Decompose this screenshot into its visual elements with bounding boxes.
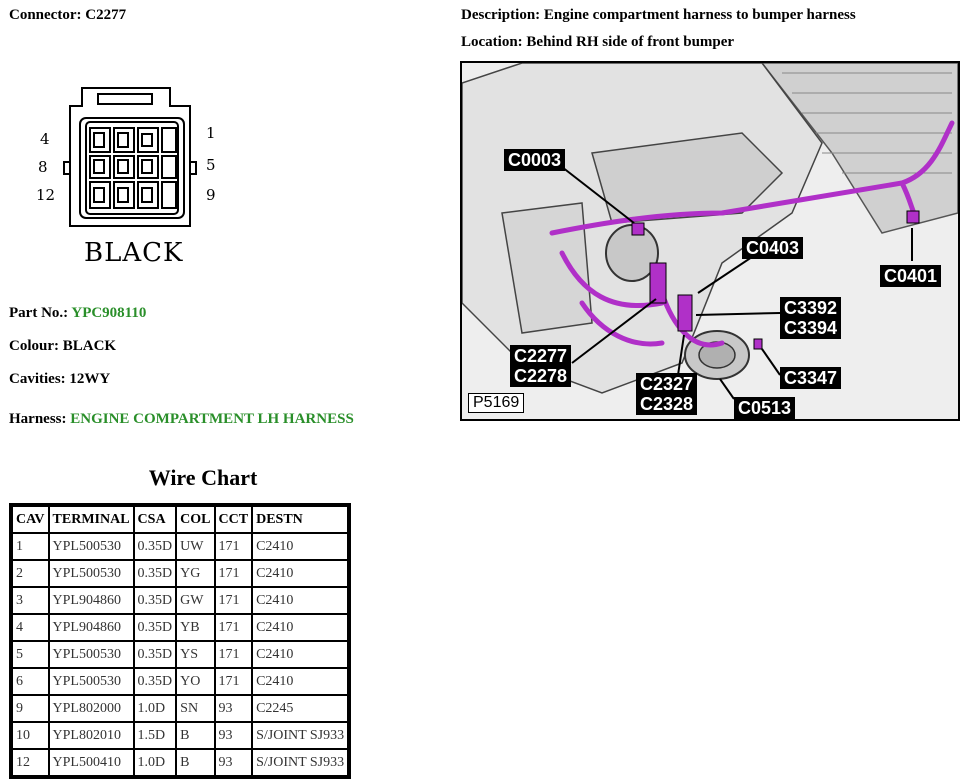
cavities-value: 12WY: [69, 371, 111, 387]
table-row: [12, 722, 348, 749]
column-header-destn: DESTN: [252, 506, 348, 533]
cell-terminal: YPL802000: [49, 695, 134, 722]
cell-cav: 9: [12, 695, 49, 722]
column-header-col: COL: [176, 506, 214, 533]
colour-line: [9, 338, 116, 355]
cavity-9: [162, 182, 176, 208]
column-header-cct: CCT: [215, 506, 253, 533]
cell-terminal: YPL500530: [49, 533, 134, 560]
cell-csa: 1.0D: [134, 695, 177, 722]
cell-terminal: YPL802010: [49, 722, 134, 749]
cell-terminal: YPL500530: [49, 641, 134, 668]
description-value: Engine compartment harness to bumper harness: [543, 7, 856, 23]
cell-cct: 171: [215, 668, 253, 695]
location-line: [461, 34, 734, 51]
pin-label-4: 4: [40, 130, 50, 148]
connector-left-key: [64, 162, 70, 174]
cell-col: YG: [176, 560, 214, 587]
pin-label-12: 12: [36, 186, 56, 204]
cell-destn: C2410: [252, 614, 348, 641]
colour-label: Colour:: [9, 338, 59, 354]
cell-cav: 5: [12, 641, 49, 668]
callout-c2277-c2278: [510, 345, 571, 387]
table-row: [12, 749, 348, 776]
connector-label: Connector:: [9, 7, 82, 23]
cell-terminal: YPL904860: [49, 587, 134, 614]
pin-label-8: 8: [38, 158, 48, 176]
callout-c3392-c3394: [780, 297, 841, 339]
table-row: [12, 641, 348, 668]
callout-c0513: C0513: [734, 397, 795, 419]
table-row: [12, 587, 348, 614]
cell-cct: 93: [215, 695, 253, 722]
cell-col: SN: [176, 695, 214, 722]
callout-c0401: C0401: [880, 265, 941, 287]
cell-cct: 171: [215, 533, 253, 560]
cell-cct: 171: [215, 614, 253, 641]
cell-csa: 0.35D: [134, 533, 177, 560]
harness-line: [9, 411, 354, 428]
location-value: Behind RH side of front bumper: [526, 34, 735, 50]
cell-destn: S/JOINT SJ933: [252, 749, 348, 776]
cell-col: YO: [176, 668, 214, 695]
colour-value: BLACK: [62, 338, 117, 354]
callout-c2277: C2277: [514, 346, 568, 366]
callout-c2327: C2327: [640, 374, 694, 394]
cell-cav: 10: [12, 722, 49, 749]
table-row: [12, 614, 348, 641]
cell-col: GW: [176, 587, 214, 614]
cell-csa: 0.35D: [134, 587, 177, 614]
cell-col: B: [176, 722, 214, 749]
cell-terminal: YPL500530: [49, 668, 134, 695]
cell-col: UW: [176, 533, 214, 560]
cell-cct: 93: [215, 722, 253, 749]
cell-terminal: YPL500410: [49, 749, 134, 776]
callout-c3394: C3394: [784, 318, 838, 338]
cavity-grid: [90, 128, 176, 208]
cavity-1: [162, 128, 176, 152]
connector-colour-label: BLACK: [84, 238, 184, 268]
pin-label-5: 5: [206, 156, 216, 174]
cell-csa: 0.35D: [134, 641, 177, 668]
connector-inner-rim: [86, 122, 178, 214]
wire-chart-table: [9, 503, 351, 779]
cell-csa: 0.35D: [134, 560, 177, 587]
cell-csa: 0.35D: [134, 614, 177, 641]
table-row: [12, 695, 348, 722]
callout-c3347: C3347: [780, 367, 841, 389]
column-header-terminal: TERMINAL: [49, 506, 134, 533]
part-no-line: [9, 305, 146, 322]
cell-cav: 3: [12, 587, 49, 614]
cell-cct: 171: [215, 560, 253, 587]
part-no-label: Part No.:: [9, 305, 69, 321]
table-row: [12, 668, 348, 695]
location-label: Location:: [461, 34, 523, 50]
photo-reference: P5169: [468, 393, 524, 413]
cell-cav: 4: [12, 614, 49, 641]
harness-value: ENGINE COMPARTMENT LH HARNESS: [70, 411, 354, 427]
cell-csa: 1.5D: [134, 722, 177, 749]
connector-latch: [98, 94, 152, 104]
connector-face-diagram: [30, 78, 230, 238]
callout-c2278: C2278: [514, 366, 568, 386]
callout-c0003: C0003: [504, 149, 565, 171]
pin-label-1: 1: [206, 124, 216, 142]
cell-destn: C2245: [252, 695, 348, 722]
table-row: [12, 560, 348, 587]
location-photo: [460, 61, 960, 421]
cell-cav: 6: [12, 668, 49, 695]
cavity-5: [162, 156, 176, 178]
cell-destn: C2410: [252, 587, 348, 614]
cell-col: YB: [176, 614, 214, 641]
description-line: [461, 7, 856, 24]
cell-destn: C2410: [252, 641, 348, 668]
cell-destn: C2410: [252, 668, 348, 695]
callout-c2328: C2328: [640, 394, 694, 414]
cell-destn: C2410: [252, 560, 348, 587]
cell-csa: 1.0D: [134, 749, 177, 776]
callout-c2327-c2328: [636, 373, 697, 415]
connector-heading: [9, 7, 126, 24]
cavities-line: [9, 371, 110, 388]
cell-cct: 171: [215, 641, 253, 668]
callout-c0403: C0403: [742, 237, 803, 259]
cell-col: YS: [176, 641, 214, 668]
cell-cav: 2: [12, 560, 49, 587]
table-row: [12, 533, 348, 560]
harness-label: Harness:: [9, 411, 67, 427]
cell-csa: 0.35D: [134, 668, 177, 695]
cell-terminal: YPL904860: [49, 614, 134, 641]
description-label: Description:: [461, 7, 541, 23]
cell-cav: 1: [12, 533, 49, 560]
wire-chart-header-row: [12, 506, 348, 533]
cell-destn: S/JOINT SJ933: [252, 722, 348, 749]
cell-col: B: [176, 749, 214, 776]
pin-label-9: 9: [206, 186, 216, 204]
cell-terminal: YPL500530: [49, 560, 134, 587]
cell-cct: 171: [215, 587, 253, 614]
callout-c3392: C3392: [784, 298, 838, 318]
connector-id: C2277: [85, 7, 127, 23]
connector-right-key: [190, 162, 196, 174]
cell-destn: C2410: [252, 533, 348, 560]
column-header-cav: CAV: [12, 506, 49, 533]
cell-cav: 12: [12, 749, 49, 776]
cell-cct: 93: [215, 749, 253, 776]
column-header-csa: CSA: [134, 506, 177, 533]
wire-chart-title: Wire Chart: [148, 465, 258, 490]
cavities-label: Cavities:: [9, 371, 66, 387]
part-no-value: YPC908110: [71, 305, 147, 321]
